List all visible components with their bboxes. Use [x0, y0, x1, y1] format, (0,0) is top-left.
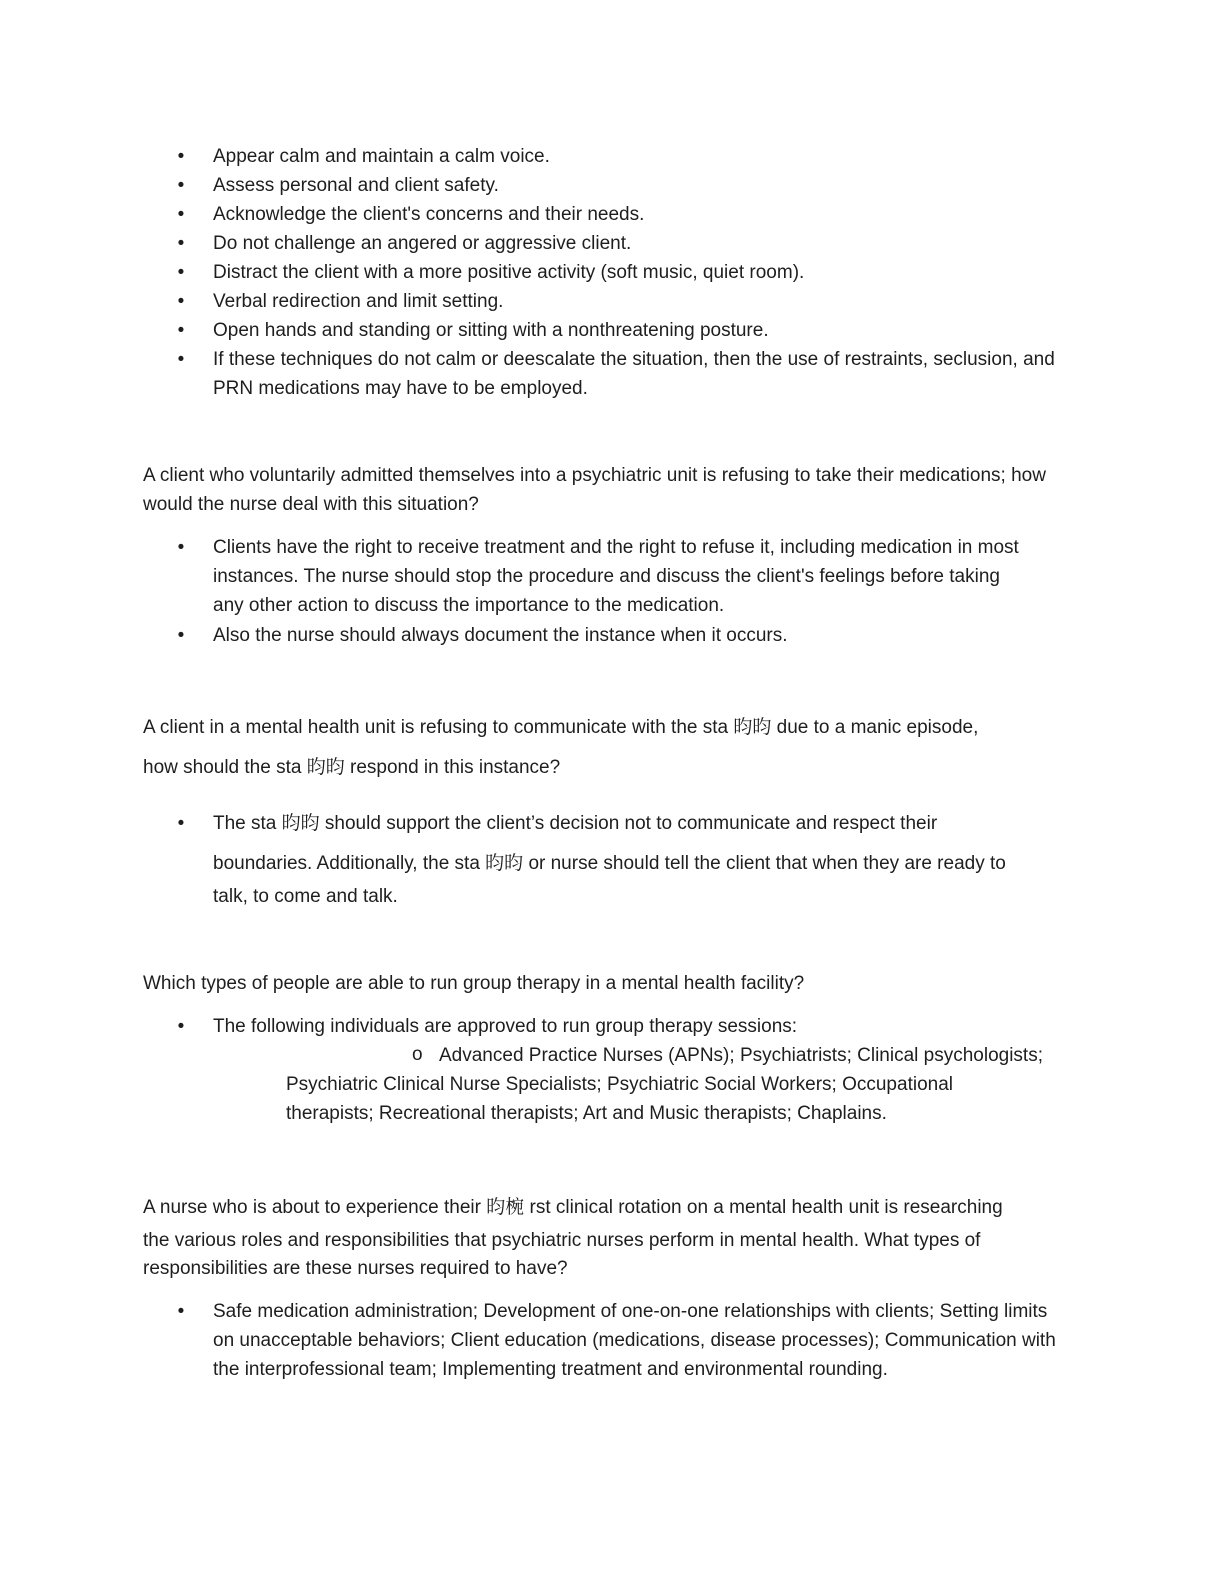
list-item: • Clients have the right to receive treatment and the right to refuse it, including medication in most instances. The nurse should stop the procedure and discuss the client's feelings before taking any other action to discuss the importance to the medication. — [0, 533, 1224, 620]
question-nurse-responsibilities-line3: responsibilities are these nurses required to have? — [143, 1258, 568, 1279]
question-manic-episode-line1: A client in a mental health unit is refusing to communicate with the sta 昀昀 due to a manic episode, — [143, 717, 979, 738]
answer-line: The following individuals are approved to run group therapy sessions: — [213, 1016, 798, 1037]
bullet-icon: • — [177, 320, 185, 341]
sub-answer-line: Psychiatric Clinical Nurse Specialists; Psychiatric Social Workers; Occupational — [286, 1074, 953, 1095]
medication-refusal-answers — [0, 533, 1224, 650]
bullet-icon: • — [177, 175, 185, 196]
bullet-icon: • — [177, 813, 185, 834]
bullet-icon: • — [177, 349, 185, 370]
list-item: • If these techniques do not calm or deescalate the situation, then the use of restraints, seclusion, and PRN medications may have to be employed. — [0, 345, 1224, 403]
answer-line: The sta 昀昀 should support the client’s decision not to communicate and respect their — [213, 813, 938, 834]
list-item: • Assess personal and client safety. — [0, 171, 1224, 200]
circle-bullet-icon: o — [412, 1044, 423, 1065]
list-item: • Open hands and standing or sitting with a nonthreatening posture. — [0, 316, 1224, 345]
list-item: • Appear calm and maintain a calm voice. — [0, 142, 1224, 171]
bullet-icon: • — [177, 233, 185, 254]
question-nurse-responsibilities-line2: the various roles and responsibilities that psychiatric nurses perform in mental health. What types of — [143, 1230, 981, 1251]
list-item: • Do not challenge an angered or aggressive client. — [0, 229, 1224, 258]
bullet-icon: • — [177, 1301, 185, 1322]
deescalation-list — [0, 142, 1224, 403]
sub-answer-line: Advanced Practice Nurses (APNs); Psychiatrists; Clinical psychologists; — [439, 1045, 1043, 1066]
question-medication-refusal: A client who voluntarily admitted themselves into a psychiatric unit is refusing to take their medications; how would the nurse deal with this situation? — [143, 465, 1046, 515]
question-manic-episode-line2: how should the sta 昀昀 respond in this instance? — [143, 757, 561, 778]
bullet-icon: • — [177, 291, 185, 312]
bullet-icon: • — [177, 262, 185, 283]
nurse-responsibilities-answer — [0, 1297, 1224, 1384]
bullet-icon: • — [177, 625, 185, 646]
sub-answer-line: therapists; Recreational therapists; Art and Music therapists; Chaplains. — [286, 1103, 887, 1124]
answer-line: talk, to come and talk. — [213, 886, 398, 907]
bullet-icon: • — [177, 204, 185, 225]
question-nurse-responsibilities-line1: A nurse who is about to experience their 昀椀 rst clinical rotation on a mental health unit is researching — [143, 1197, 1003, 1218]
bullet-icon: • — [177, 537, 185, 558]
list-item: • Verbal redirection and limit setting. — [0, 287, 1224, 316]
answer-line: boundaries. Additionally, the sta 昀昀 or nurse should tell the client that when they are ready to — [213, 853, 1006, 874]
list-item: • Also the nurse should always document the instance when it occurs. — [0, 621, 1224, 650]
bullet-icon: • — [177, 146, 185, 167]
bullet-icon: • — [177, 1016, 185, 1037]
question-group-therapy: Which types of people are able to run group therapy in a mental health facility? — [143, 973, 805, 994]
list-item: • Distract the client with a more positive activity (soft music, quiet room). — [0, 258, 1224, 287]
list-item: • Safe medication administration; Development of one-on-one relationships with clients; Setting limits on unacceptable behaviors; Client education (medications, disease processes); Communication with the interprofessional team; Implementing treatment and environmental rounding. — [0, 1297, 1224, 1384]
list-item: • Acknowledge the client's concerns and their needs. — [0, 200, 1224, 229]
